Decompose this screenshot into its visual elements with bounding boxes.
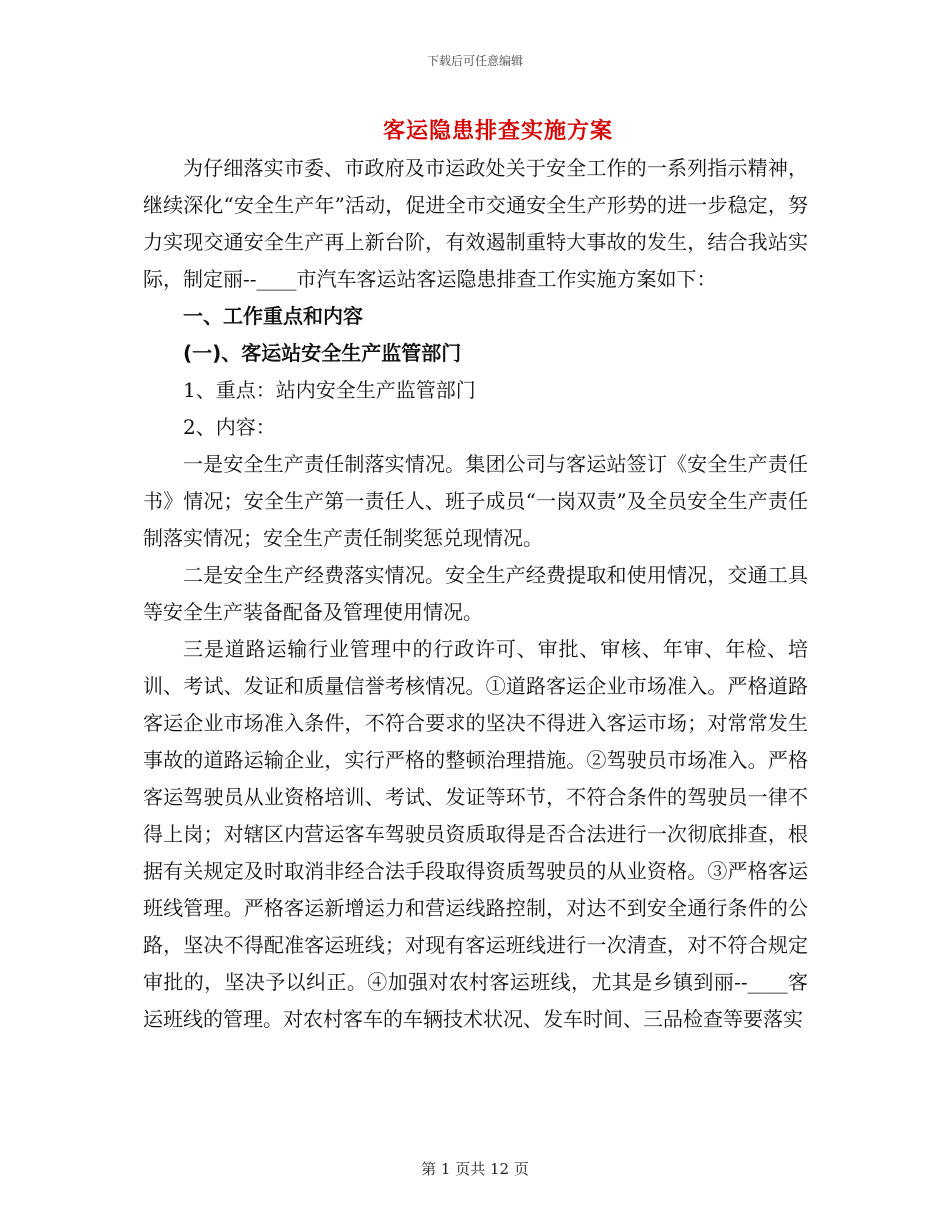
content-paragraph-3: 三是道路运输行业管理中的行政许可、审批、审核、年审、年检、培训、考试、发证和质量信誉考核情况。①道路客运企业市场准入。严格道路客运企业市场准入条件，不符合要求的坚决不得进入客运市场；对常常发生事故的道路运输企业，实行严格的整顿治理措施。②驾驶员市场准入。严格客运驾驶员从业资格培训、考试、发证等环节，不符合条件的驾驶员一律不得上岗；对辖区内营运客车驾驶员资质取得是否合法进行一次彻底排查，根据有关规定及时取消非经合法手段取得资质驾驶员的从业资格。③严格客运班线管理。严格客运新增运力和营运线路控制，对达不到安全通行条件的公路，坚决不得配准客运班线；对现有客运班线进行一次清查，对不符合规定审批的，坚决予以纠正。④加强对农村客运班线，尤其是乡镇到丽--____客运班线的管理。对农村客车的车辆技术状况、发车时间、三品检查等要落实 — [143, 637, 808, 1031]
subsection-heading: (一)、客运站安全生产监管部门 — [183, 341, 462, 365]
intro-paragraph: 为仔细落实市委、市政府及市运政处关于安全工作的一系列指示精神，继续深化“安全生产年”活动，促进全市交通安全生产形势的进一步稳定，努力实现交通安全生产再上新台阶，有效遏制重特大事故的发生，结合我站实际，制定丽--____市汽车客运站客运隐患排查工作实施方案如下： — [143, 156, 808, 291]
document-title: 客运隐患排查实施方案 — [382, 118, 613, 144]
header-note: 下载后可任意编辑 — [426, 54, 523, 68]
focus-item: 1、重点：站内安全生产监管部门 — [183, 378, 476, 402]
content-paragraph-2: 二是安全生产经费落实情况。安全生产经费提取和使用情况，交通工具等安全生产装备配备及管理使用情况。 — [143, 563, 808, 624]
content-label: 2、内容： — [183, 415, 276, 439]
page-footer: 第 1 页共 12 页 — [421, 1160, 529, 1178]
document-body — [143, 150, 808, 1038]
content-paragraph-1: 一是安全生产责任制落实情况。集团公司与客运站签订《安全生产责任书》情况；安全生产第一责任人、班子成员“一岗双责”及全员安全生产责任制落实情况；安全生产责任制奖惩兑现情况。 — [143, 452, 808, 550]
section-heading: 一、工作重点和内容 — [183, 304, 363, 328]
